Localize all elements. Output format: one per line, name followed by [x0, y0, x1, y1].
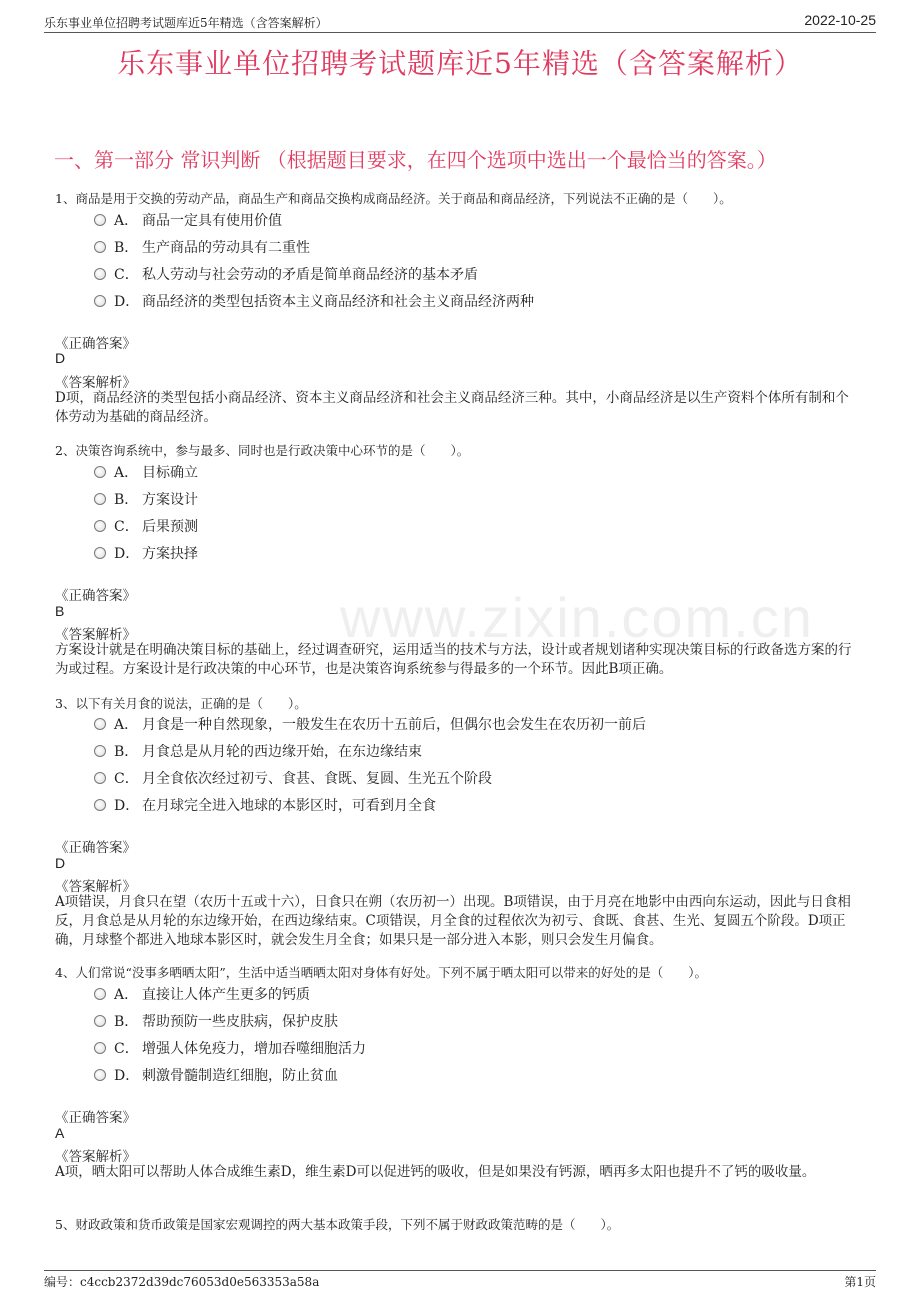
- option-row[interactable]: B． 生产商品的劳动具有二重性: [94, 237, 310, 257]
- radio-icon[interactable]: [94, 988, 106, 1000]
- radio-icon[interactable]: [94, 493, 106, 505]
- analysis-label: 《答案解析》: [55, 375, 136, 391]
- analysis-label: 《答案解析》: [55, 627, 136, 643]
- radio-icon[interactable]: [94, 1042, 106, 1054]
- radio-icon[interactable]: [94, 1069, 106, 1081]
- option-row[interactable]: C． 后果预测: [94, 516, 198, 536]
- page-footer: [44, 1270, 876, 1291]
- radio-icon[interactable]: [94, 772, 106, 784]
- option-row[interactable]: C． 月全食依次经过初亏、食甚、食既、复圆、生光五个阶段: [94, 768, 492, 788]
- answer-analysis: A项错误，月食只在望（农历十五或十六），日食只在朔（农历初一）出现。B项错误，由于月亮在地影中由西向东运动，因此与日食相反，月食总是从月轮的东边缘开始，在西边缘结束。C项错误，月全食的过程依次为初亏、食既、食甚、生光、复圆五个阶段。D项正确，月球整个都进入地球本影区时，就会发生月全食；如果只是一部分进入本影，则只会发生月偏食。: [55, 894, 851, 948]
- analysis-label: 《答案解析》: [55, 879, 136, 895]
- answer-analysis: A项，晒太阳可以帮助人体合成维生素D，维生素D可以促进钙的吸收，但是如果没有钙源，晒再多太阳也提升不了钙的吸收量。: [55, 1164, 816, 1180]
- option-row[interactable]: D． 刺激骨髓制造红细胞，防止贫血: [94, 1065, 338, 1085]
- question-stem: 2、决策咨询系统中，参与最多、同时也是行政决策中心环节的是（ ）。: [55, 443, 470, 458]
- radio-icon[interactable]: [94, 268, 106, 280]
- radio-icon[interactable]: [94, 241, 106, 253]
- option-row[interactable]: C． 私人劳动与社会劳动的矛盾是简单商品经济的基本矛盾: [94, 264, 478, 284]
- option-row[interactable]: A． 直接让人体产生更多的钙质: [94, 984, 310, 1004]
- answer-label: 《正确答案》: [55, 1110, 136, 1126]
- question-stem: 1、商品是用于交换的劳动产品，商品生产和商品交换构成商品经济。关于商品和商品经济，下列说法不正确的是（ ）。: [55, 191, 732, 206]
- question-stem: 4、人们常说“没事多晒晒太阳”，生活中适当晒晒太阳对身体有好处。下列不属于晒太阳可以带来的好处的是（ ）。: [55, 965, 707, 980]
- page-header: [44, 12, 876, 33]
- header-date: 2022-10-25: [804, 12, 876, 28]
- radio-icon[interactable]: [94, 466, 106, 478]
- analysis-label: 《答案解析》: [55, 1149, 136, 1165]
- correct-answer: D: [55, 855, 66, 871]
- answer-label: 《正确答案》: [55, 840, 136, 856]
- option-row[interactable]: B． 方案设计: [94, 489, 198, 509]
- radio-icon[interactable]: [94, 547, 106, 559]
- option-row[interactable]: C． 增强人体免疫力，增加吞噬细胞活力: [94, 1038, 366, 1058]
- header-doc-name: 乐东事业单位招聘考试题库近5年精选（含答案解析）: [44, 16, 328, 30]
- option-row[interactable]: A． 目标确立: [94, 462, 198, 482]
- radio-icon[interactable]: [94, 295, 106, 307]
- option-row[interactable]: D． 商品经济的类型包括资本主义商品经济和社会主义商品经济两种: [94, 291, 534, 311]
- radio-icon[interactable]: [94, 718, 106, 730]
- answer-label: 《正确答案》: [55, 336, 136, 352]
- document-title: 乐东事业单位招聘考试题库近5年精选（含答案解析）: [117, 47, 803, 80]
- option-row[interactable]: B． 帮助预防一些皮肤病，保护皮肤: [94, 1011, 338, 1031]
- correct-answer: B: [55, 603, 65, 619]
- answer-analysis: 方案设计就是在明确决策目标的基础上，经过调查研究，运用适当的技术与方法，设计或者规划诸种实现决策目标的行政备选方案的行为或过程。方案设计是行政决策的中心环节，也是决策咨询系统参与得最多的一个环节。因此B项正确。: [55, 642, 852, 677]
- correct-answer: A: [55, 1125, 65, 1141]
- option-row[interactable]: D． 方案抉择: [94, 543, 198, 563]
- radio-icon[interactable]: [94, 745, 106, 757]
- section-heading: 一、第一部分 常识判断 （根据题目要求，在四个选项中选出一个最恰当的答案。）: [54, 148, 777, 172]
- question-stem: 3、以下有关月食的说法，正确的是（ ）。: [55, 696, 307, 711]
- answer-label: 《正确答案》: [55, 588, 136, 604]
- answer-analysis: D项，商品经济的类型包括小商品经济、资本主义商品经济和社会主义商品经济三种。其中，小商品经济是以生产资料个体所有制和个体劳动为基础的商品经济。: [55, 390, 849, 425]
- option-row[interactable]: A． 月食是一种自然现象，一般发生在农历十五前后，但偶尔也会发生在农历初一前后: [94, 714, 646, 734]
- radio-icon[interactable]: [94, 520, 106, 532]
- option-row[interactable]: D． 在月球完全进入地球的本影区时，可看到月全食: [94, 795, 436, 815]
- radio-icon[interactable]: [94, 1015, 106, 1027]
- option-row[interactable]: A． 商品一定具有使用价值: [94, 210, 282, 230]
- radio-icon[interactable]: [94, 214, 106, 226]
- page-number: 第1页: [844, 1275, 876, 1289]
- document-code: 编号：c4ccb2372d39dc76053d0e563353a58a: [44, 1275, 320, 1289]
- question-stem: 5、财政政策和货币政策是国家宏观调控的两大基本政策手段，下列不属于财政政策范畴的是（ ）。: [55, 1217, 620, 1232]
- watermark: www.zixin.com.cn: [340, 586, 814, 649]
- radio-icon[interactable]: [94, 799, 106, 811]
- correct-answer: D: [55, 350, 66, 366]
- option-row[interactable]: B． 月食总是从月轮的西边缘开始，在东边缘结束: [94, 741, 422, 761]
